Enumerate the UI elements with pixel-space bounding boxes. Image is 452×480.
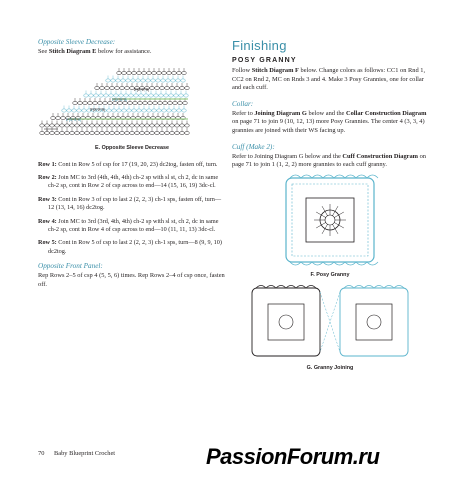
page-title: Finishing bbox=[232, 38, 287, 53]
left-column bbox=[38, 38, 226, 289]
diagram-e-caption: E. Opposite Sleeve Decrease bbox=[94, 144, 169, 151]
diagram-g-granny-joining bbox=[232, 282, 428, 360]
page-footer bbox=[38, 450, 115, 457]
cuff-text: Refer to Joining Diagram G below and the Cuff Construction Diagram on page 71 to join 1 (1, 2, 2) more grannies to each cuff granny. bbox=[232, 152, 427, 169]
diagram-e-label-r1: 1 bbox=[46, 127, 48, 132]
book-title: Baby Blueprint Crochet bbox=[54, 450, 116, 457]
collar-heading: Collar: bbox=[232, 99, 254, 108]
page-number: 70 bbox=[38, 450, 45, 457]
row-item: Row 4: Join MC to 3rd (3rd, 4th, 4th) ch-2 sp with sl st, ch 2, dc in same ch-2 sp, cont in Row 4 of csp across to end—10 (11, 11, 13) 3dc-cl. bbox=[38, 217, 219, 234]
collar-text: Refer to Joining Diagram G below and the Collar Construction Diagram on page 71 to join 9 (10, 12, 13) more Posy Grannies. The center 4 (3, 3, 4) grannies are joined with their WS facing up. bbox=[232, 109, 427, 134]
sleeve-intro: See Stitch Diagram E below for assistance. bbox=[38, 48, 152, 55]
row-item: Row 5: Cont in Row 5 of csp to last 2 (2, 2, 3) ch-1 sps, turn—8 (9, 9, 10) dc2tog. bbox=[38, 239, 222, 255]
row-item: Row 1: Cont in Row 5 of csp for 17 (19, 20, 23) dc2tog, fasten off, turn. bbox=[38, 160, 218, 168]
row-list bbox=[38, 161, 226, 257]
stitch-diagram-e-ref: Stitch Diagram E bbox=[48, 48, 97, 55]
row-item: Row 3: Cont in Row 3 of csp to last 2 (2, 2, 3) ch-1 sps, fasten off, turn—12 (13, 14, 16) dc2tog. bbox=[38, 195, 222, 212]
diagram-e-opposite-sleeve-decrease bbox=[38, 61, 226, 139]
diagram-f-caption: F. Posy Granny bbox=[310, 271, 350, 278]
front-panel-heading: Opposite Front Panel: bbox=[38, 262, 103, 271]
diagram-e-label-r4: 2 (2, 3, 3) bbox=[112, 97, 127, 102]
diagram-f-posy-granny bbox=[232, 174, 428, 266]
cuff-heading: Cuff (Make 2): bbox=[232, 142, 275, 151]
row-item: Row 2: Join MC to 3rd (4th, 4th, 4th) ch-2 sp with sl st, ch 2, dc in same ch-2 sp, cont in Row 2 of csp across to end—14 (15, 16, 19) 3dc-cl. bbox=[38, 174, 219, 190]
diagram-e-label-r2: 2 (3, 3, 3) bbox=[66, 117, 81, 122]
diagram-g-caption: G. Granny Joining bbox=[306, 364, 354, 371]
diagram-e-label-r5: 2 (2, 2, 3) bbox=[134, 87, 149, 92]
front-panel-text: Rep Rows 2–5 of csp 4 (5, 5, 6) times. Rep Rows 2–4 of csp once, fasten off. bbox=[38, 272, 225, 288]
posy-granny-title: POSY GRANNY bbox=[232, 57, 297, 64]
diagram-e-label-r3: 2 (2, 2, 3) bbox=[90, 107, 105, 112]
posy-instructions: Follow Stitch Diagram F below. Change colors as follows: CC1 on Rnd 1, CC2 on Rnd 2, MC on Rnds 3 and 4. Make 3 Posy Grannies, one for collar and each cuff. bbox=[232, 67, 426, 92]
sleeve-heading: Opposite Sleeve Decrease: bbox=[38, 38, 116, 46]
watermark-logo: PassionForum.ru bbox=[206, 444, 380, 469]
right-column bbox=[232, 38, 428, 371]
